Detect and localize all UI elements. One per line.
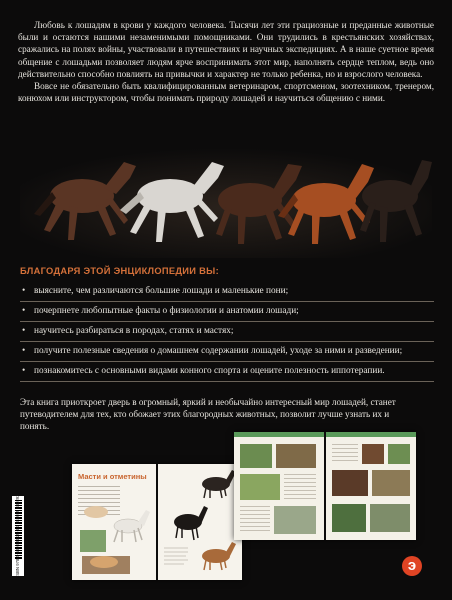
benefits-heading: БЛАГОДАРЯ ЭТОЙ ЭНЦИКЛОПЕДИИ ВЫ: [20,266,219,276]
intro-paragraph-2: Вовсе не обязательно быть квалифицированным ветеринаром, спортсменом, зоотехником, тренером, конюхом или инструктором, чтобы понимать природу лошадей и научиться общению с ними. [18,81,434,104]
list-item: • получите полезные сведения о домашнем содержании лошадей, уходе за ними и разведении; [20,342,434,362]
list-item: • научитесь разбираться в породах, статях и мастях; [20,322,434,342]
list-item-text: почерпнете любопытные факты о физиологии и анатомии лошади; [34,306,299,316]
list-item: • выясните, чем различаются большие лошади и маленькие пони; [20,282,434,302]
benefits-list [20,282,434,382]
list-item-text: научитесь разбираться в породах, статях и мастях; [34,326,234,336]
horse-breeds-illustration [158,464,242,580]
list-item-text: выясните, чем различаются большие лошади и маленькие пони; [34,286,289,296]
intro-text [18,19,434,104]
book-spread-left [72,464,242,580]
list-item-text: познакомитесь с основными видами конного спорта и оцените полезность иппотерапии. [34,366,385,376]
publisher-logo: э [402,556,422,576]
white-horse-illustration [74,468,158,584]
intro-paragraph-1: Любовь к лошадям в крови у каждого человека. Тысячи лет эти грациозные и преданные животные были и остаются нашими незаменимыми помощниками. Они трудились в крестьянских хозяйствах, сражались на полях войны, участвовали в путешествиях и научных экспедициях. А в наше суетное время общение с лошадьми позволяет людям ярче воспринимать этот мир, наполнять сердце теплом, ведь оно действительно способно повлиять на привычки и характер не только ребенка, но и взрослого человека. [18,20,434,79]
book-spread-right [234,432,416,540]
list-item: • познакомитесь с основными видами конного спорта и оцените полезность иппотерапии. [20,362,434,382]
list-item-text: получите полезные сведения о домашнем содержании лошадей, уходе за ними и разведении; [34,346,403,356]
list-item: • почерпнете любопытные факты о физиологии и анатомии лошади; [20,302,434,322]
isbn-text: ISBN 978-5-699-88029-3 9 785699 880293 [15,494,20,577]
spread-title: Масти и отметины [78,472,147,481]
running-horses-image [20,148,432,258]
outro-text: Эта книга приоткроет дверь в огромный, яркий и необычайно интересный мир лошадей, станет путеводителем для тех, кто обожает этих благородных животных, позволит лучше узнать их и понять. [20,397,396,431]
